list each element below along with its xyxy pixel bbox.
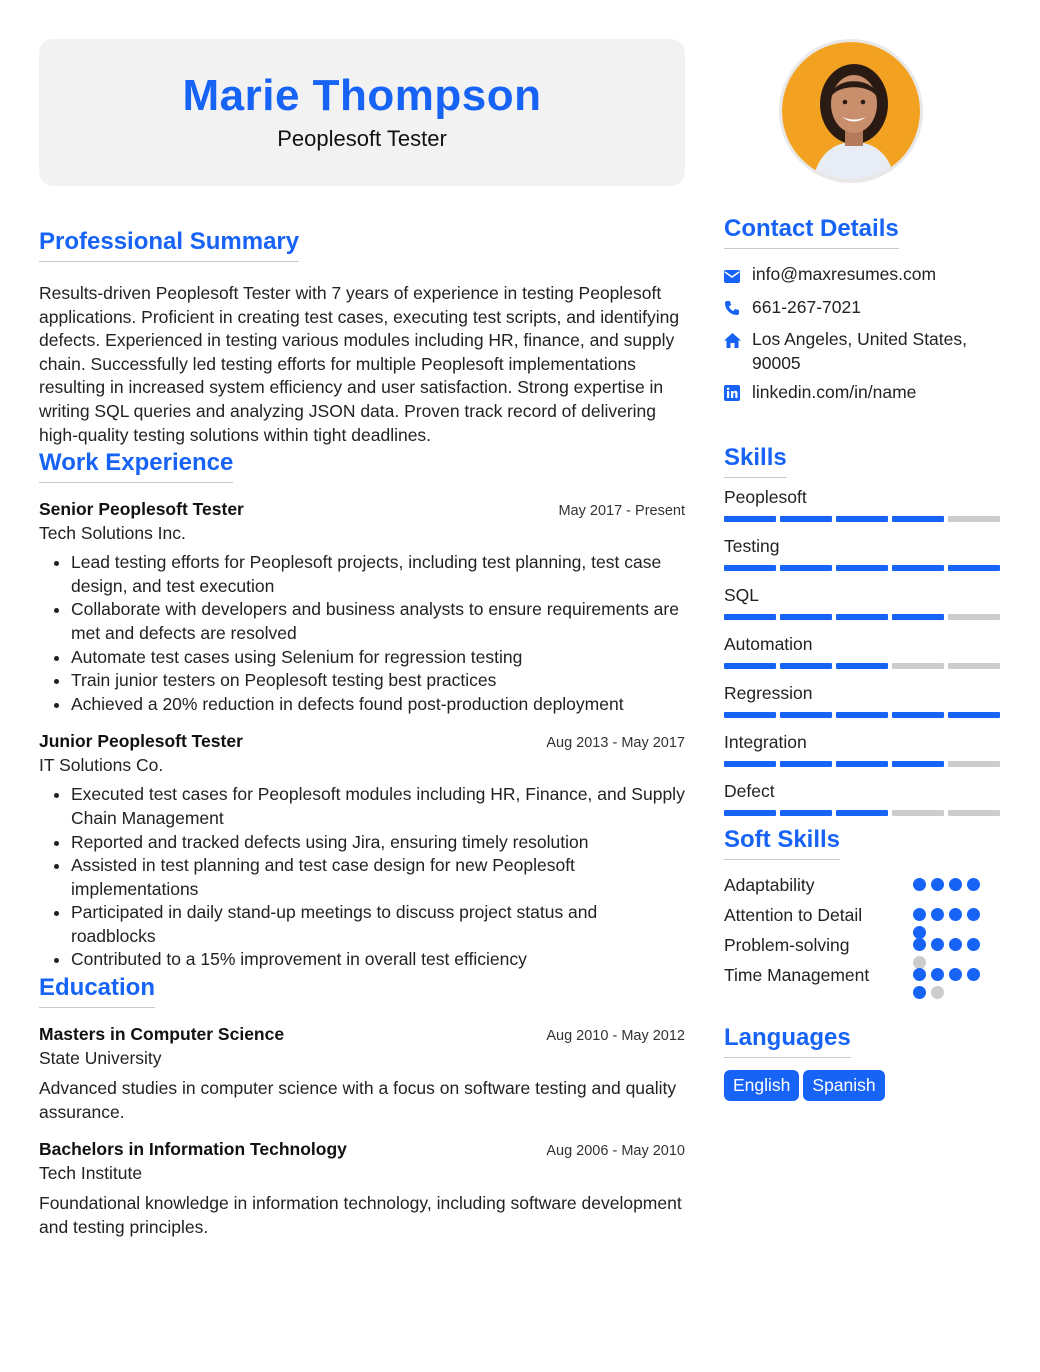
rating-dot [931,938,944,951]
job-entry [39,729,685,972]
school: Tech Institute [39,1163,143,1184]
skill-level-bar [724,761,1004,767]
education-entry [39,1022,685,1124]
skill-level-bar [724,614,1004,620]
summary-section [39,228,685,447]
contact-linkedin-text: linkedin.com/in/name [752,382,917,402]
education-section [39,974,685,1239]
contact-section [724,215,1004,408]
skill-level-segment [724,565,776,571]
skill-name: Defect [724,780,775,801]
contact-linkedin [724,381,1004,408]
job-role: Junior Peoplesoft Tester [39,731,243,752]
skill-level-segment [892,516,944,522]
skills-heading: Skills [724,444,787,478]
rating-dot [949,878,962,891]
job-bullet: • Participated in daily stand-up meetings to discuss project status and roadblocks [71,901,685,948]
skills-section [724,444,1004,816]
language-badge: Spanish [803,1070,884,1101]
soft-skills-section [724,826,1004,990]
soft-skill-item [724,870,1004,900]
summary-text: Results-driven Peoplesoft Tester with 7 years of experience in testing Peoplesoft applications. Proficient in creating test cases, executing test scripts, and identifying defects. Experienced in testing various modules including HR, finance, and supply chain. Successfully led testing efforts for multiple Peoplesoft implementations resulting in increased system efficiency and user satisfaction. Strong expertise in writing SQL queries and analyzing JSON data. Proven track record of delivering high-quality testing solutions within tight deadlines. [39,283,680,445]
skill-level-segment [836,810,888,816]
job-bullet: • Reported and tracked defects using Jira, ensuring timely resolution [71,831,685,855]
education-description: Foundational knowledge in information technology, including software development and testing principles. [39,1193,682,1237]
job-bullet: • Train junior testers on Peoplesoft testing best practices [71,669,685,693]
skill-name: Peoplesoft [724,486,807,507]
rating-dot [949,908,962,921]
skill-level-segment [780,614,832,620]
skill-level-segment [948,614,1000,620]
contact-address [724,328,1004,375]
languages-section [724,1024,1004,1101]
rating-dot [913,968,926,981]
education-description: Advanced studies in computer science with a focus on software testing and quality assurance. [39,1078,677,1122]
skill-level-segment [780,516,832,522]
contact-phone [724,296,1004,323]
skill-level-segment [724,516,776,522]
skill-item [724,535,1004,571]
soft-skill-rating [913,878,985,891]
linkedin-icon [724,381,752,408]
degree: Bachelors in Information Technology [39,1139,347,1160]
skill-level-segment [948,810,1000,816]
rating-dot [913,938,926,951]
skill-level-segment [892,565,944,571]
soft-skill-item [724,960,1004,990]
skill-level-segment [724,761,776,767]
phone-icon [724,296,752,323]
skill-name: Regression [724,682,813,703]
skill-level-bar [724,516,1004,522]
skill-level-segment [836,663,888,669]
skill-level-segment [724,614,776,620]
rating-dot [931,968,944,981]
skill-level-segment [892,761,944,767]
soft-skill-name: Time Management [724,964,870,985]
skill-level-segment [892,663,944,669]
rating-dot [967,908,980,921]
skill-level-segment [948,565,1000,571]
soft-skills-heading: Soft Skills [724,826,840,860]
skill-item [724,584,1004,620]
skill-level-segment [948,712,1000,718]
rating-dot [913,908,926,921]
rating-dot [913,878,926,891]
school: State University [39,1048,162,1069]
skill-level-segment [780,565,832,571]
skill-level-segment [948,516,1000,522]
job-bullet: • Executed test cases for Peoplesoft modules including HR, Finance, and Supply Chain Management [71,783,685,830]
job-company: Tech Solutions Inc. [39,523,186,544]
education-date: Aug 2006 - May 2010 [546,1143,685,1160]
skill-level-segment [724,810,776,816]
skill-name: Integration [724,731,807,752]
experience-section [39,449,685,972]
candidate-title: Peoplesoft Tester [277,126,447,151]
skill-level-segment [780,810,832,816]
job-bullet: • Collaborate with developers and business analysts to ensure requirements are met and defects are resolved [71,598,685,645]
envelope-icon [724,263,752,290]
skill-item [724,633,1004,669]
soft-skill-name: Problem-solving [724,934,850,955]
skill-level-segment [836,761,888,767]
job-bullet: • Achieved a 20% reduction in defects found post-production deployment [71,693,685,717]
education-entry [39,1137,685,1239]
skill-item [724,731,1004,767]
soft-skill-name: Attention to Detail [724,904,863,925]
job-entry [39,497,685,716]
skill-item [724,780,1004,816]
main-column [39,39,685,1239]
skill-level-segment [948,663,1000,669]
job-bullets [71,551,685,716]
job-role: Senior Peoplesoft Tester [39,499,244,520]
job-bullet: • Automate test cases using Selenium for regression testing [71,646,685,670]
skill-level-segment [780,663,832,669]
skill-level-segment [892,712,944,718]
rating-dot [967,938,980,951]
skill-name: Automation [724,633,813,654]
home-icon [724,328,752,355]
skill-level-segment [836,565,888,571]
job-company: IT Solutions Co. [39,755,164,776]
skill-item [724,682,1004,718]
skill-level-segment [780,761,832,767]
skill-level-segment [892,614,944,620]
soft-skill-item [724,930,1004,960]
rating-dot [949,968,962,981]
education-heading: Education [39,974,155,1008]
skill-level-bar [724,663,1004,669]
skill-level-segment [836,712,888,718]
profile-photo [779,39,923,183]
skill-item [724,486,1004,522]
language-badge: English [724,1070,799,1101]
contact-heading: Contact Details [724,215,899,249]
summary-heading: Professional Summary [39,228,299,262]
skill-level-segment [836,516,888,522]
skill-level-segment [724,663,776,669]
skill-name: Testing [724,535,780,556]
skill-level-segment [948,761,1000,767]
soft-skill-rating [913,968,985,999]
education-date: Aug 2010 - May 2012 [546,1028,685,1045]
rating-dot [949,938,962,951]
job-date: Aug 2013 - May 2017 [546,735,685,752]
job-bullets [71,783,685,972]
soft-skill-item [724,900,1004,930]
job-bullet: • Lead testing efforts for Peoplesoft projects, including test planning, test case design, and test execution [71,551,685,598]
experience-heading: Work Experience [39,449,233,483]
skill-name: SQL [724,584,760,605]
skill-level-bar [724,712,1004,718]
rating-dot [931,878,944,891]
rating-dot [967,878,980,891]
resume-header [39,39,685,186]
contact-email-text: info@maxresumes.com [752,264,937,284]
rating-dot [931,908,944,921]
contact-email [724,263,1004,290]
skill-level-bar [724,810,1004,816]
rating-dot [967,968,980,981]
job-bullet: • Assisted in test planning and test case design for new Peoplesoft implementations [71,854,685,901]
contact-address-text: Los Angeles, United States, 90005 [752,329,967,373]
degree: Masters in Computer Science [39,1024,285,1045]
rating-dot [931,986,944,999]
sidebar-column [724,39,1004,1101]
candidate-name: Marie Thompson [182,71,542,120]
job-bullet: • Contributed to a 15% improvement in overall test efficiency [71,948,685,972]
skill-level-segment [892,810,944,816]
skill-level-segment [836,614,888,620]
soft-skill-name: Adaptability [724,874,815,895]
skill-level-segment [724,712,776,718]
rating-dot [913,986,926,999]
languages-heading: Languages [724,1024,851,1058]
contact-phone-text: 661-267-7021 [752,296,861,317]
skill-level-bar [724,565,1004,571]
skill-level-segment [780,712,832,718]
job-date: May 2017 - Present [558,503,685,520]
